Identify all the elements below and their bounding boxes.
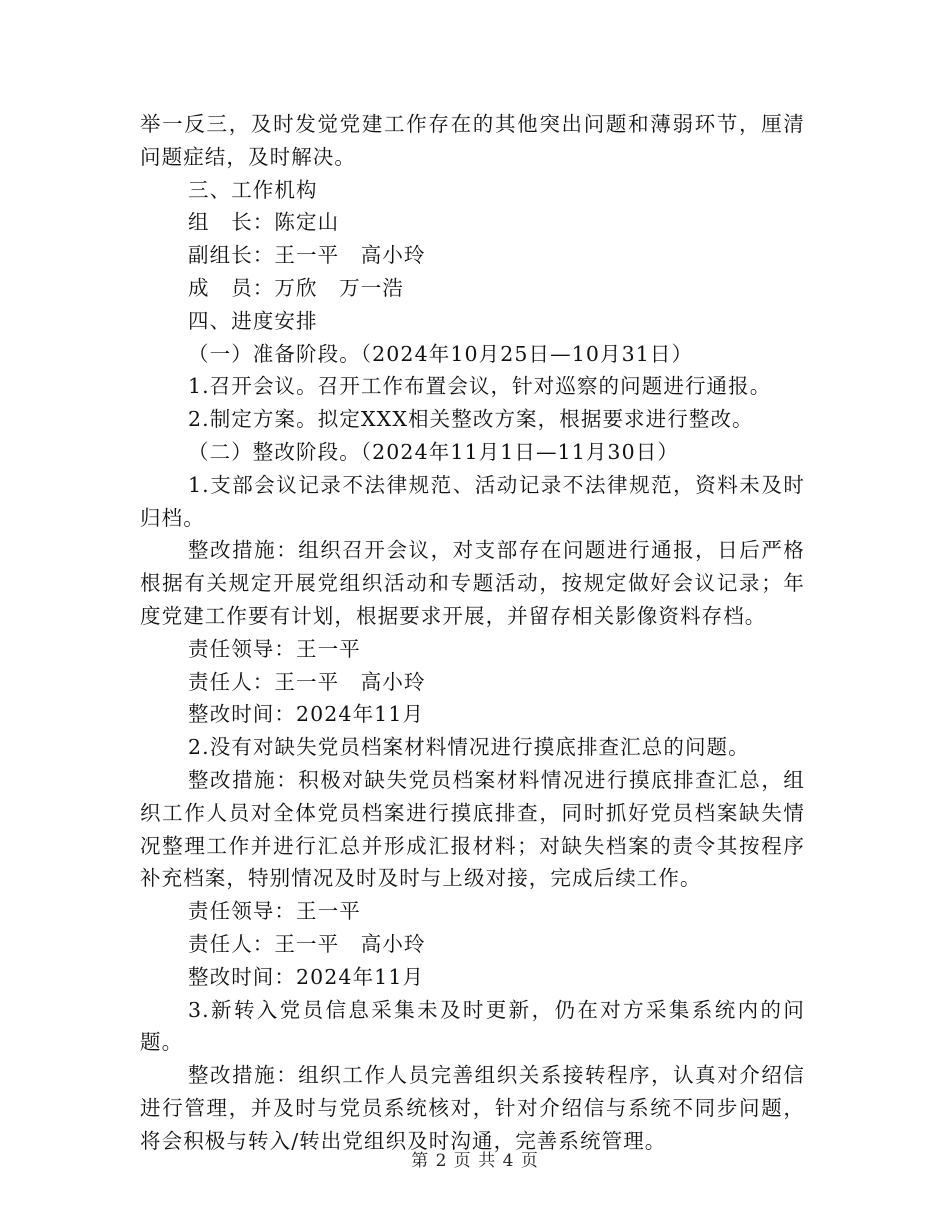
document-body: [140, 108, 805, 1158]
members-line: 成 员：万欣 万一浩: [188, 275, 404, 300]
issue-2: 2.没有对缺失党员档案材料情况进行摸底排查汇总的问题。: [188, 735, 750, 760]
issue-1-deadline: 整改时间：2024年11月: [188, 702, 425, 727]
section-heading-schedule: 四、进度安排: [188, 308, 318, 333]
team-leader-line: 组 长：陈定山: [188, 210, 340, 235]
issue-3: 3.新转入党员信息采集未及时更新，仍在对方采集系统内的问题。: [140, 997, 805, 1055]
issue-1-responsible-leader: 责任领导：王一平: [188, 636, 361, 661]
issue-1-responsible-person: 责任人：王一平 高小玲: [188, 669, 426, 694]
issue-2-responsible-leader: 责任领导：王一平: [188, 899, 361, 924]
subsection-preparation-stage: （一）准备阶段。（2024年10月25日—10月31日）: [188, 341, 694, 366]
issue-2-responsible-person: 责任人：王一平 高小玲: [188, 931, 426, 956]
issue-1: 1.支部会议记录不法律规范、活动记录不法律规范，资料未及时归档。: [140, 472, 805, 530]
item-formulate-plan: 2.制定方案。拟定XXX相关整改方案，根据要求进行整改。: [188, 407, 754, 432]
deputy-leader-line: 副组长：王一平 高小玲: [188, 243, 426, 268]
item-hold-meeting: 1.召开会议。召开工作布置会议，针对巡察的问题进行通报。: [188, 374, 772, 399]
issue-3-measures: 整改措施：组织工作人员完善组织关系接转程序，认真对介绍信进行管理，并及时与党员系统核对，针对介绍信与系统不同步问题，将会积极与转入/转出党组织及时沟通，完善系统管理。: [140, 1063, 805, 1153]
issue-2-deadline: 整改时间：2024年11月: [188, 964, 425, 989]
paragraph-1: 举一反三，及时发觉党建工作存在的其他突出问题和薄弱环节，厘清问题症结，及时解决。: [140, 112, 805, 169]
subsection-rectification-stage: （二）整改阶段。（2024年11月1日—11月30日）: [188, 439, 679, 464]
page-number-footer: 第 2 页 共 4 页: [411, 1151, 539, 1171]
issue-2-measures: 整改措施：积极对缺失党员档案材料情况进行摸底排查汇总，组织工作人员对全体党员档案进行摸底排查，同时抓好党员档案缺失情况整理工作并进行汇总并形成汇报材料；对缺失档案的责令其按程序补充档案，特别情况及时及时与上级对接，完成后续工作。: [140, 767, 805, 891]
issue-1-measures: 整改措施：组织召开会议，对支部存在问题进行通报，日后严格根据有关规定开展党组织活动和专题活动，按规定做好会议记录；年度党建工作要有计划，根据要求开展，并留存相关影像资料存档。: [140, 538, 805, 628]
section-heading-work-organization: 三、工作机构: [188, 177, 318, 202]
